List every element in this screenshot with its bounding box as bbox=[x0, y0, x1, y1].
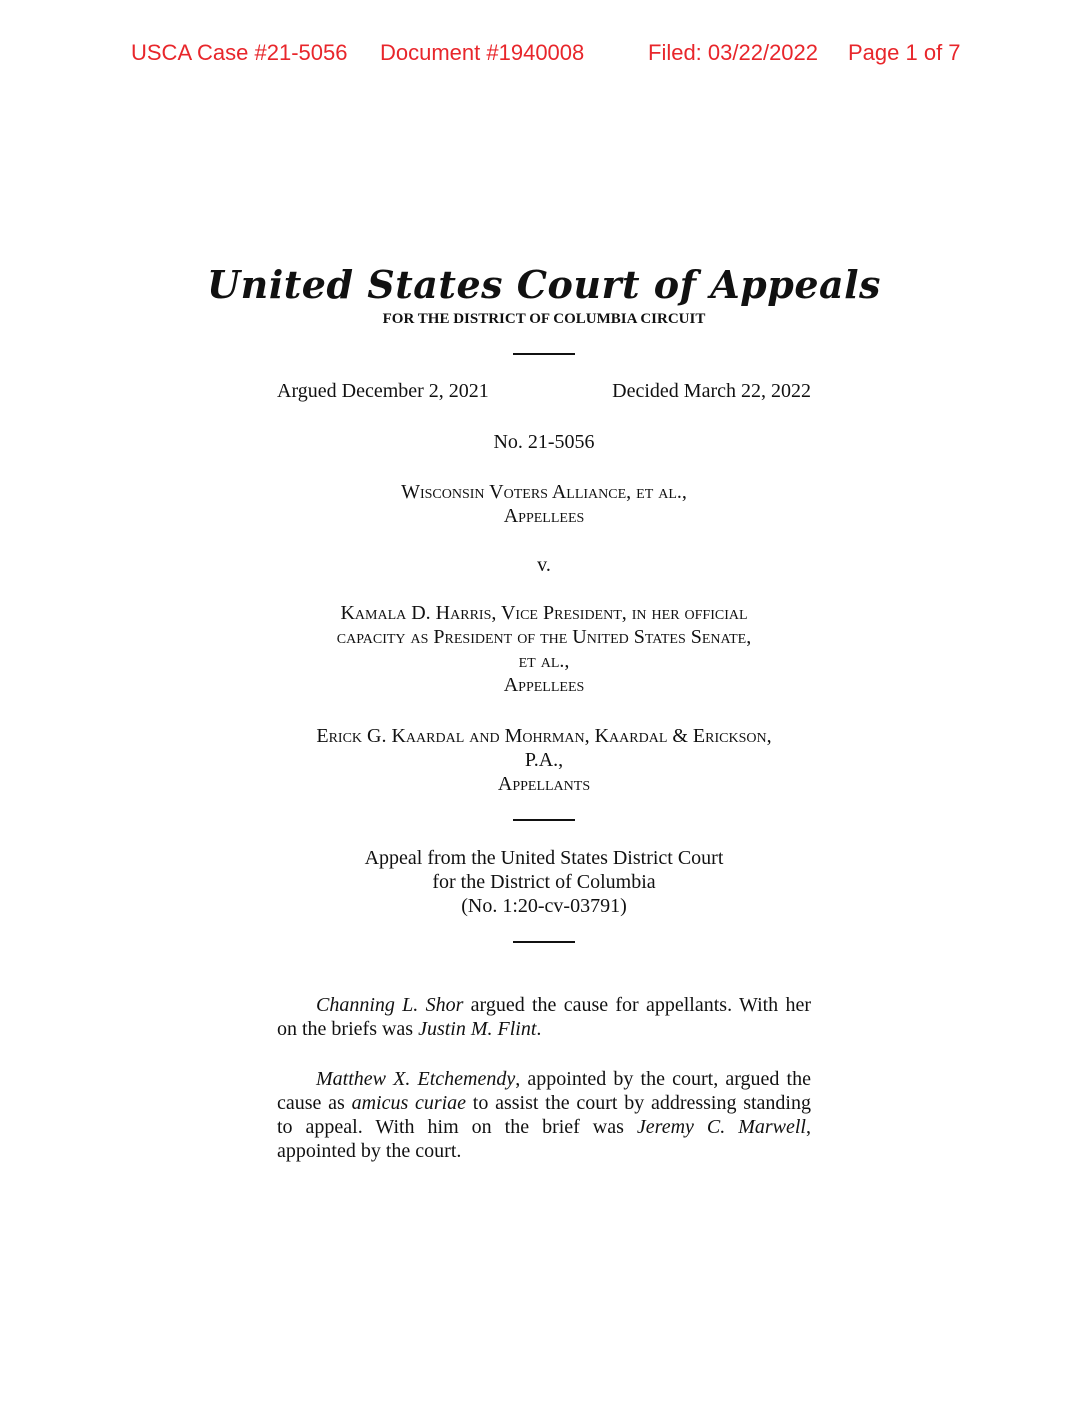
header-case-number: USCA Case #21-5056 bbox=[131, 40, 348, 65]
appeal-line: for the District of Columbia bbox=[432, 871, 656, 893]
appellees-name-line: Kamala D. Harris, Vice President, in her official bbox=[340, 602, 748, 624]
appellees-block-1 bbox=[277, 480, 811, 528]
divider-rule bbox=[513, 353, 575, 355]
appellees-name: Wisconsin Voters Alliance, et al., bbox=[401, 481, 687, 503]
counsel-paragraph-amicus bbox=[277, 1067, 811, 1163]
counsel-name: Channing L. Shor bbox=[316, 994, 464, 1016]
counsel-text: , appointed by the court, argued the cause as bbox=[277, 1068, 811, 1114]
counsel-name: Matthew X. Etchemendy bbox=[316, 1068, 516, 1090]
appellees-role: Appellees bbox=[503, 505, 585, 527]
counsel-name: Jeremy C. Marwell bbox=[636, 1116, 806, 1138]
amicus-term: amicus curiae bbox=[351, 1092, 467, 1114]
counsel-paragraph-appellants bbox=[277, 993, 811, 1041]
counsel-text: to assist the court by addressing standing to appeal. With him on the brief was bbox=[277, 1092, 811, 1138]
counsel-text: . bbox=[536, 1018, 542, 1040]
divider-rule bbox=[513, 941, 575, 943]
appellees-role: Appellees bbox=[503, 674, 585, 696]
divider-rule bbox=[513, 819, 575, 821]
decided-date: Decided March 22, 2022 bbox=[612, 380, 811, 402]
header-document-number: Document #1940008 bbox=[380, 40, 585, 65]
appellants-block bbox=[277, 724, 811, 796]
case-number: No. 21-5056 bbox=[493, 431, 595, 453]
versus: v. bbox=[537, 554, 551, 576]
appellees-block-2 bbox=[277, 601, 811, 697]
counsel-text: , appointed by the court. bbox=[277, 1116, 811, 1162]
appellants-name-line: Erick G. Kaardal and Mohrman, Kaardal & Erickson, bbox=[316, 725, 772, 747]
appeal-docket: (No. 1:20-cv-03791) bbox=[461, 895, 627, 917]
appellees-name-line: et al., bbox=[518, 650, 570, 672]
court-circuit: FOR THE DISTRICT OF COLUMBIA CIRCUIT bbox=[382, 311, 706, 327]
header-page-count: Page 1 of 7 bbox=[848, 40, 961, 65]
appellants-role: Appellants bbox=[497, 773, 591, 795]
appellees-name-line: capacity as President of the United States Senate, bbox=[336, 626, 752, 648]
header-filed-date: Filed: 03/22/2022 bbox=[648, 40, 819, 65]
appellants-name-line: P.A., bbox=[524, 749, 564, 771]
appeal-info bbox=[277, 846, 811, 918]
court-title: United States Court of Appeals bbox=[207, 262, 881, 307]
argued-date: Argued December 2, 2021 bbox=[277, 380, 489, 402]
appeal-line: Appeal from the United States District Court bbox=[364, 847, 724, 869]
counsel-text: argued the cause for appellants. With her on the briefs was bbox=[277, 994, 812, 1040]
counsel-name: Justin M. Flint bbox=[418, 1018, 537, 1040]
